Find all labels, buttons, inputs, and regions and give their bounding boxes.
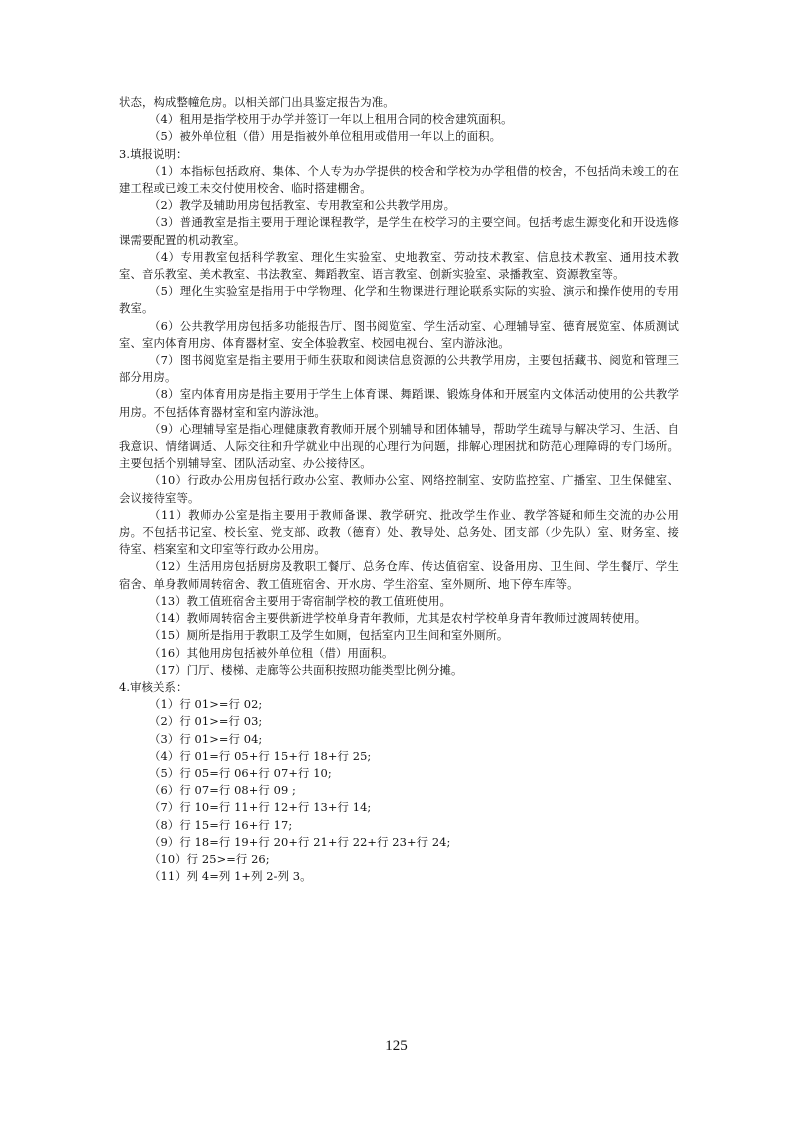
instruction-item: （4）专用教室包括科学教室、理化生实验室、史地教室、劳动技术教室、信息技术教室、通用技术教室、音乐教室、美术教室、书法教室、舞蹈教室、语言教室、创新实验室、录播教室、资源教室等。	[119, 249, 679, 282]
check-rule: （5）行 05=行 06+行 07+行 10;	[149, 765, 332, 780]
instruction-item: （10）行政办公用房包括行政办公室、教师办公室、网络控制室、安防监控室、广播室、卫生保健室、会议接待室等。	[119, 473, 679, 505]
instruction-item: （14）教师周转宿舍主要供新进学校单身青年教师，尤其是农村学校单身青年教师过渡周转使用。	[149, 611, 647, 626]
check-rule: （2）行 01>=行 03;	[149, 714, 263, 729]
instruction-item: （16）其他用房包括被外单位租（借）用面积。	[149, 645, 394, 660]
check-rule: （1）行 01>=行 02;	[149, 697, 263, 712]
instruction-item: （7）图书阅览室是指主要用于师生获取和阅读信息资源的公共教学用房，主要包括藏书、阅览和管理三部分用房。	[119, 353, 679, 385]
page-body	[119, 94, 679, 885]
check-rule: （7）行 10=行 11+行 12+行 13+行 14;	[149, 800, 372, 815]
check-rule: （11）列 4=列 1+列 2-列 3。	[149, 869, 312, 884]
check-rule: （9）行 18=行 19+行 20+行 21+行 22+行 23+行 24;	[149, 834, 451, 849]
instruction-item: （12）生活用房包括厨房及教职工餐厅、总务仓库、传达值宿室、设备用房、卫生间、学生餐厅、学生宿舍、单身教师周转宿舍、教工值班宿舍、开水房、学生浴室、室外厕所、地下停车库等。	[119, 559, 679, 591]
instruction-item: （8）室内体育用房是指主要用于学生上体育课、舞蹈课、锻炼身体和开展室内文体活动使用的公共教学用房。不包括体育器材室和室内游泳池。	[119, 387, 679, 419]
section-heading: 3.填报说明：	[119, 146, 188, 161]
continuation-line: （4）租用是指学校用于办学并签订一年以上租用合同的校舍建筑面积。	[149, 112, 513, 127]
instruction-item: （2）教学及辅助用房包括教室、专用教室和公共教学用房。	[149, 198, 456, 213]
instruction-item: （6）公共教学用房包括多功能报告厅、图书阅览室、学生活动室、心理辅导室、德育展览室、体质测试室、室内体育用房、体育器材室、安全体验教室、校园电视台、室内游泳池。	[119, 318, 679, 350]
instruction-item: （9）心理辅导室是指心理健康教育教师开展个别辅导和团体辅导，帮助学生疏导与解决学习、生活、自我意识、情绪调适、人际交往和升学就业中出现的心理行为问题，排解心理困扰和防范心理障碍的专门场所。主要包括个别辅导室、团队活动室、办公接待区。	[119, 421, 679, 471]
continuation-line: 状态，构成整幢危房。以相关部门出具鉴定报告为准。	[119, 95, 395, 109]
instruction-item: （1）本指标包括政府、集体、个人专为办学提供的校舍和学校为办学租借的校舍，不包括尚未竣工的在建工程或已竣工未交付使用校舍、临时搭建棚舍。	[119, 163, 679, 196]
check-rule: （8）行 15=行 16+行 17;	[149, 817, 293, 832]
instruction-item: （13）教工值班宿舍主要用于寄宿制学校的教工值班使用。	[149, 593, 451, 608]
page-number: 125	[385, 1038, 408, 1054]
continuation-line: （5）被外单位租（借）用是指被外单位租用或借用一年以上的面积。	[149, 129, 502, 144]
instruction-item: （3）普通教室是指主要用于理论课程教学，是学生在校学习的主要空间。包括考虑生源变化和开设选修课需要配置的机动教室。	[119, 215, 679, 247]
instruction-item: （11）教师办公室是指主要用于教师备课、教学研究、批改学生作业、教学答疑和师生交流的办公用房。不包括书记室、校长室、党支部、政教（德育）处、教导处、总务处、团支部（少先队）室、财务室、接待室、档案室和文印室等行政办公用房。	[119, 507, 679, 557]
instruction-item: （15）厕所是指用于教职工及学生如厕，包括室内卫生间和室外厕所。	[149, 628, 509, 643]
section-heading: 4.审核关系：	[119, 679, 188, 694]
check-rule: （3）行 01>=行 04;	[149, 731, 263, 746]
check-rule: （4）行 01=行 05+行 15+行 18+行 25;	[149, 748, 372, 763]
check-rule: （10）行 25>=行 26;	[149, 851, 270, 866]
instruction-item: （5）理化生实验室是指用于中学物理、化学和生物课进行理论联系实际的实验、演示和操作使用的专用教室。	[119, 284, 679, 316]
check-rule: （6）行 07=行 08+行 09 ;	[149, 783, 296, 798]
instruction-item: （17）门厅、楼梯、走廊等公共面积按照功能类型比例分摊。	[149, 662, 463, 677]
